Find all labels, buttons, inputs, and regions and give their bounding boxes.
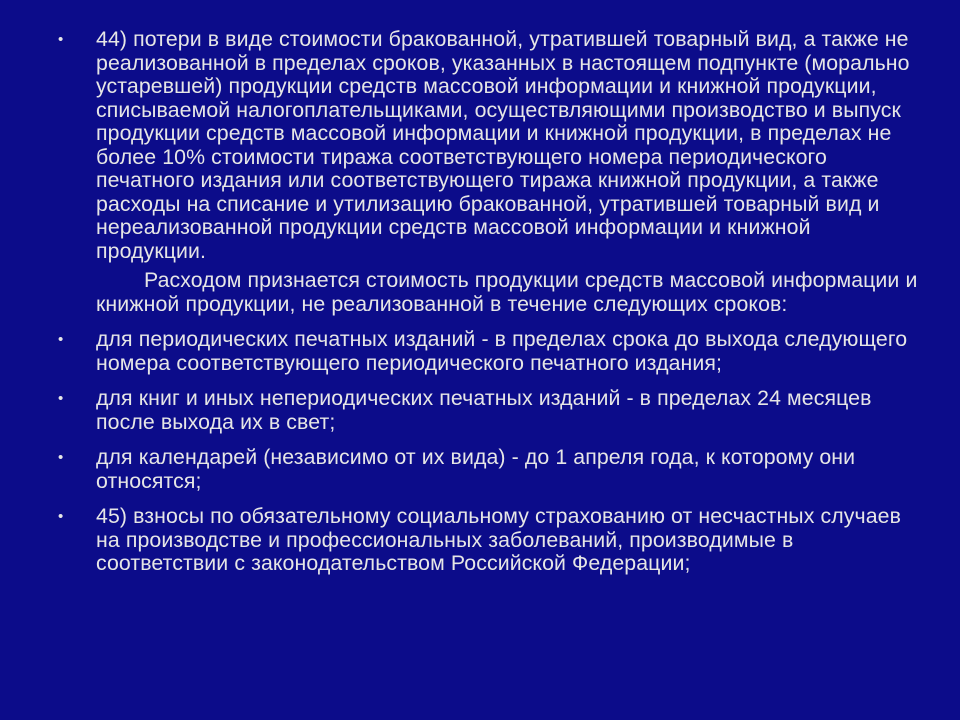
bullet-item-calendars — [56, 446, 920, 493]
bullet-icon: • — [58, 508, 64, 525]
bullet-item-text: для календарей (независимо от их вида) - до 1 апреля года, к которому они относятся; — [96, 445, 856, 493]
bullet-item-45 — [56, 505, 920, 576]
bullet-icon: • — [58, 390, 64, 407]
bullet-item-text: 45) взносы по обязательному социальному страхованию от несчастных случаев на производстве и профессиональных заболеваний, производимые в соответствии с законодательством Российской Федерации; — [96, 504, 901, 575]
bullet-icon: • — [58, 31, 64, 48]
bullet-icon: • — [58, 449, 64, 466]
bullet-item-44 — [56, 28, 920, 263]
bullet-item-books — [56, 387, 920, 434]
bullet-item-periodicals — [56, 328, 920, 375]
paragraph-text: Расходом признается стоимость продукции средств массовой информации и книжной продукции, не реализованной в течение следующих сроков: — [96, 268, 918, 316]
paragraph-expense — [56, 269, 920, 316]
bullet-item-text: для периодических печатных изданий - в пределах срока до выхода следующего номера соответствующего периодического печатного издания; — [96, 327, 908, 375]
bullet-item-text: 44) потери в виде стоимости бракованной, утратившей товарный вид, а также не реализованной в пределах сроков, указанных в настоящем подпункте (морально устаревшей) продукции средств массовой информации и книжной продукции, списываемой налогоплательщиками, осуществляющими производство и выпуск продукции средств массовой информации и книжной продукции, в пределах не более 10% стоимости тиража соответствующего номера периодического печатного издания или соответствующего тиража книжной продукции, а также расходы на списание и утилизацию бракованной, утратившей товарный вид и нереализованной продукции средств массовой информации и книжной продукции. — [96, 27, 910, 263]
bullet-item-text: для книг и иных непериодических печатных изданий - в пределах 24 месяцев после выхода их в свет; — [96, 386, 872, 434]
bullet-icon: • — [58, 331, 64, 348]
